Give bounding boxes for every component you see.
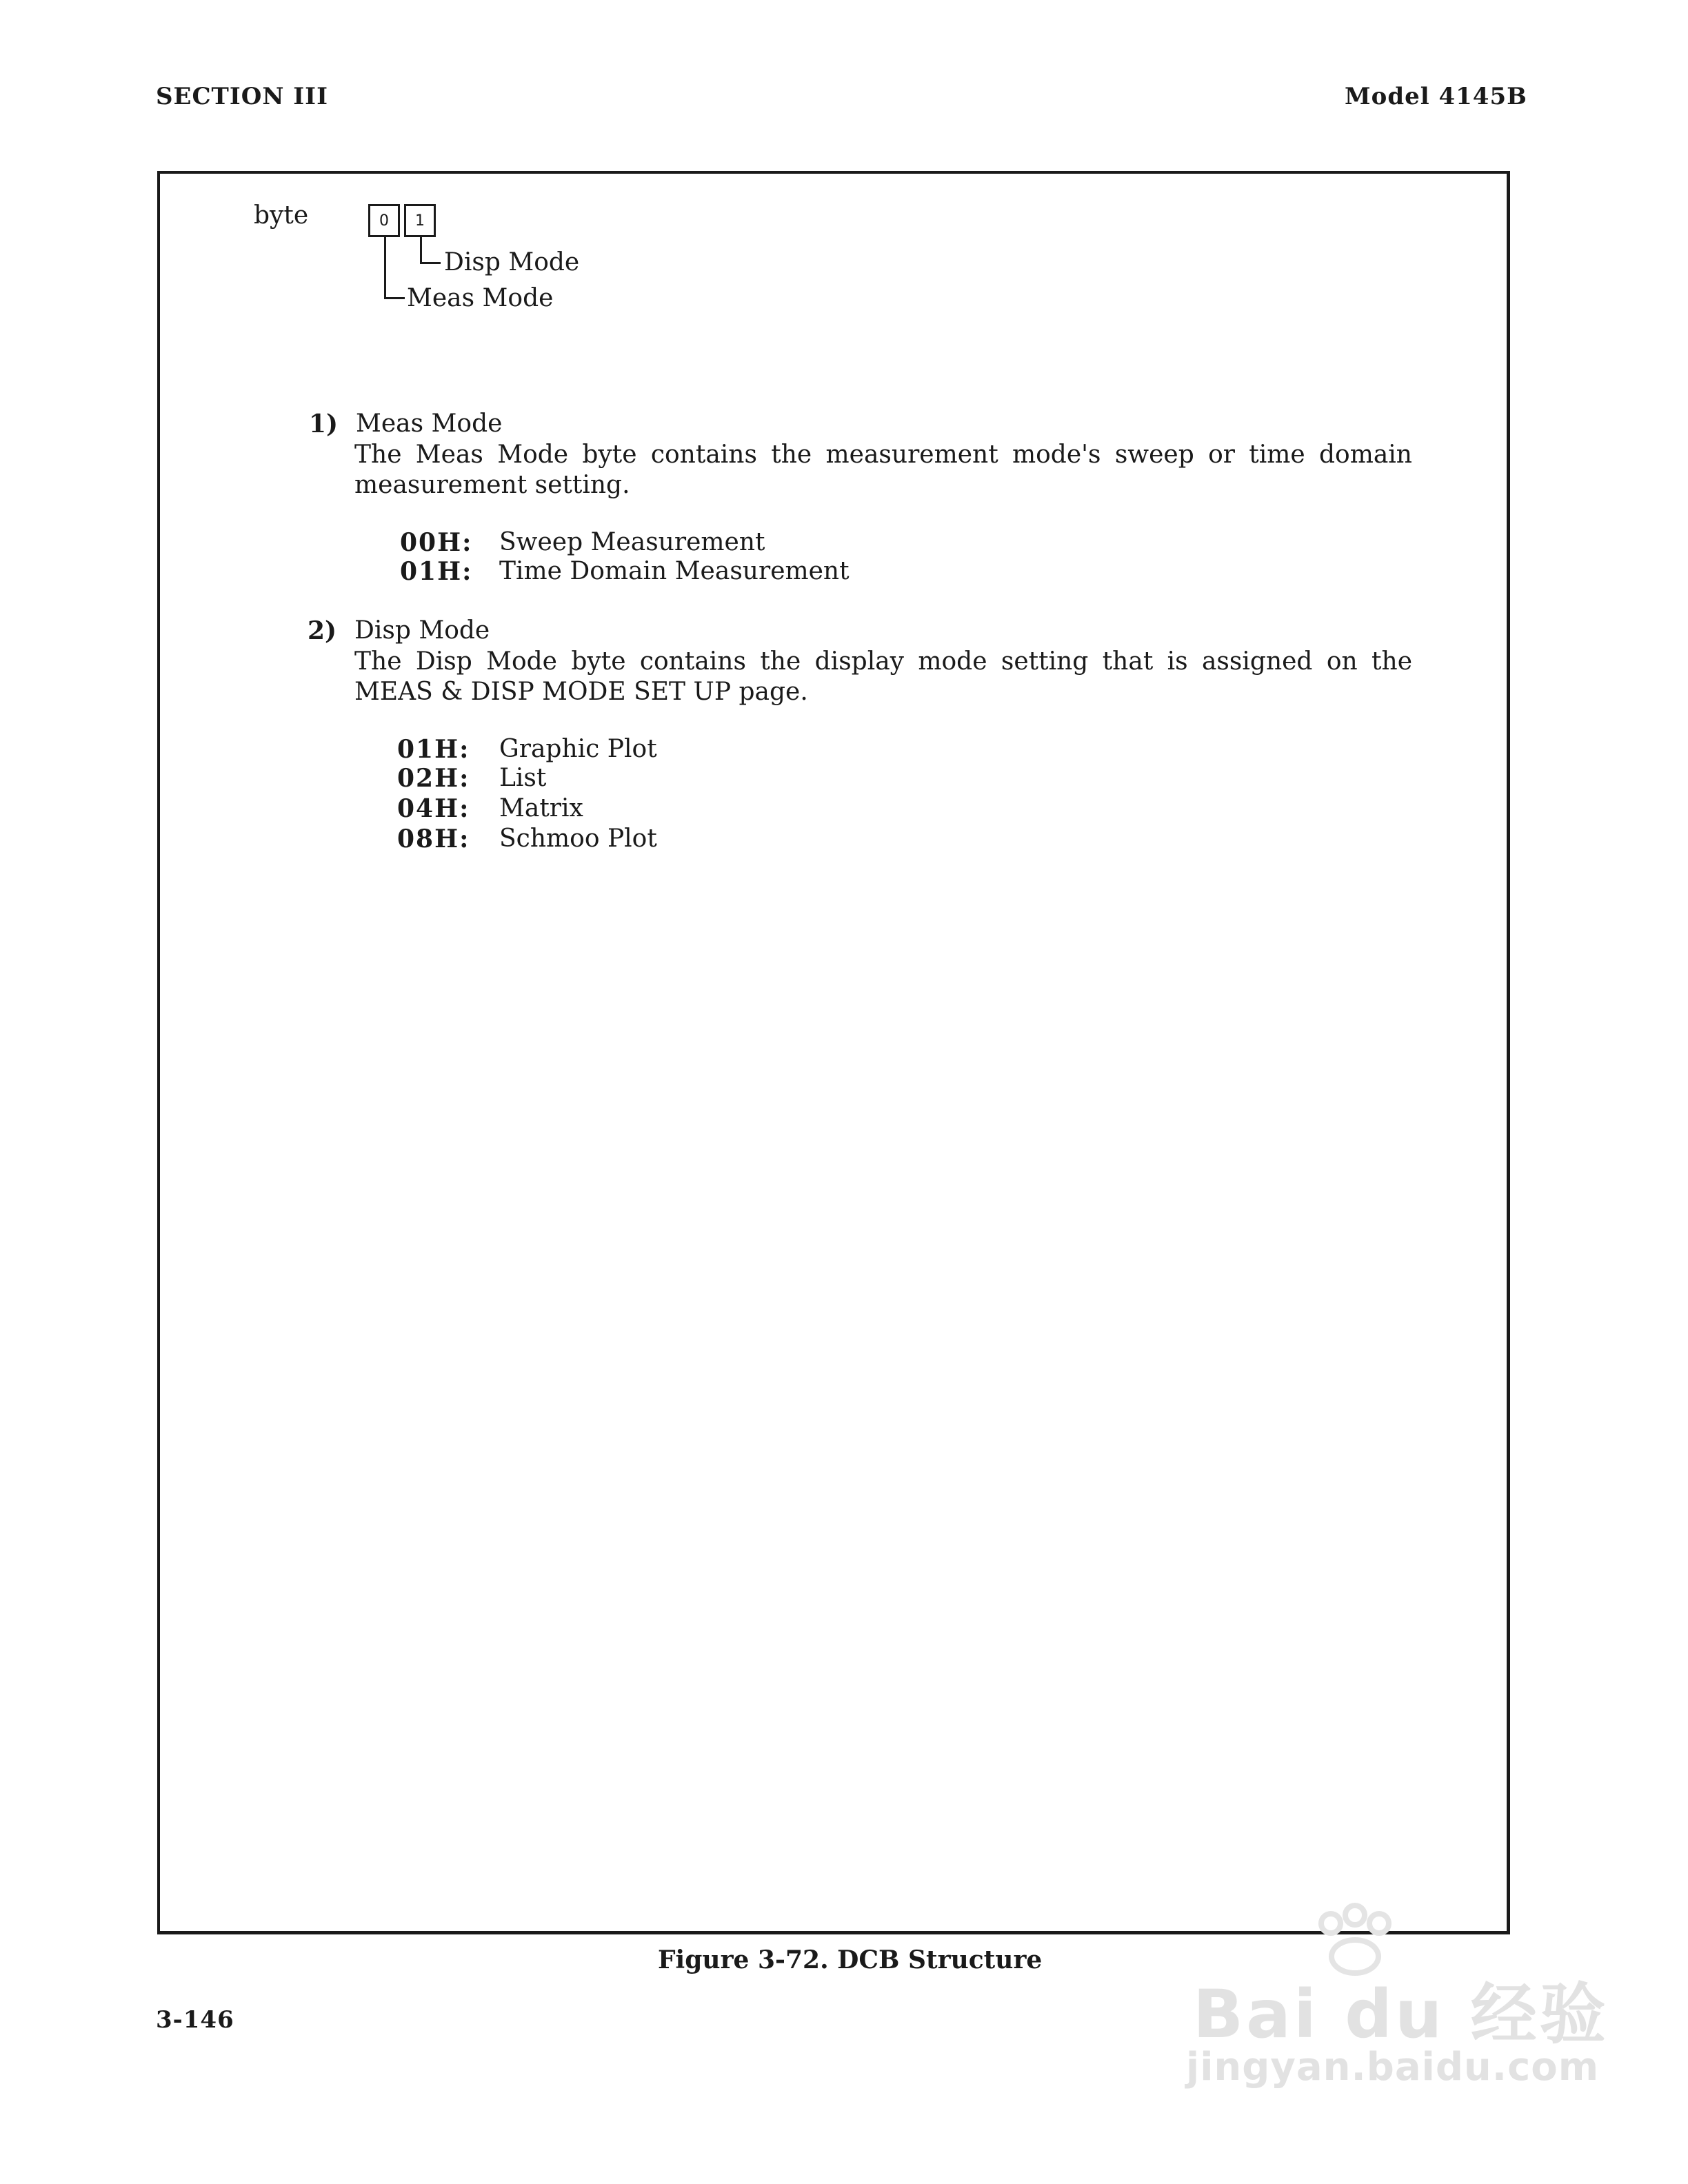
code-label: Matrix bbox=[499, 794, 583, 822]
disp-mode-pointer-label: Disp Mode bbox=[444, 248, 580, 276]
meas-connector-horizontal bbox=[384, 297, 405, 299]
item-title-meas-mode: Meas Mode bbox=[356, 410, 503, 438]
item-description-meas-mode: The Meas Mode byte contains the measurement mode's sweep or time domain measurement setting. bbox=[354, 441, 1412, 499]
page-number: 3-146 bbox=[156, 2006, 234, 2034]
model-label: Model 4145B bbox=[1345, 83, 1527, 110]
item-number-1: 1) bbox=[309, 410, 339, 438]
code-label: Sweep Measurement bbox=[499, 528, 765, 556]
disp-connector-horizontal bbox=[420, 262, 441, 264]
byte-label: byte bbox=[254, 201, 309, 230]
disp-connector-vertical bbox=[420, 237, 422, 263]
code-value: 08H: bbox=[397, 825, 470, 853]
code-value: 04H: bbox=[397, 794, 470, 823]
watermark-url: jingyan.baidu.com bbox=[1186, 2045, 1600, 2090]
watermark-brand: Bai du 经验 bbox=[1193, 1976, 1609, 2053]
paw-logo-icon bbox=[1310, 1903, 1400, 1979]
code-label: Time Domain Measurement bbox=[499, 557, 850, 585]
code-value: 00H: bbox=[400, 528, 473, 557]
code-label: Schmoo Plot bbox=[499, 825, 657, 853]
meas-connector-vertical bbox=[384, 237, 386, 299]
byte-cell-1: 1 bbox=[404, 204, 436, 237]
figure-caption: Figure 3-72. DCB Structure bbox=[658, 1945, 1043, 1974]
item-description-disp-mode: The Disp Mode byte contains the display mode setting that is assigned on the MEAS & DISP MODE SET UP page. bbox=[354, 647, 1412, 706]
code-label: List bbox=[499, 764, 547, 792]
item-number-2: 2) bbox=[308, 616, 337, 645]
meas-mode-pointer-label: Meas Mode bbox=[407, 284, 554, 312]
code-value: 01H: bbox=[397, 735, 470, 764]
item-title-disp-mode: Disp Mode bbox=[354, 616, 490, 645]
code-value: 02H: bbox=[397, 764, 470, 793]
code-value: 01H: bbox=[400, 557, 473, 586]
code-label: Graphic Plot bbox=[499, 735, 657, 763]
byte-cell-0: 0 bbox=[368, 204, 400, 237]
section-label: SECTION III bbox=[156, 83, 328, 110]
